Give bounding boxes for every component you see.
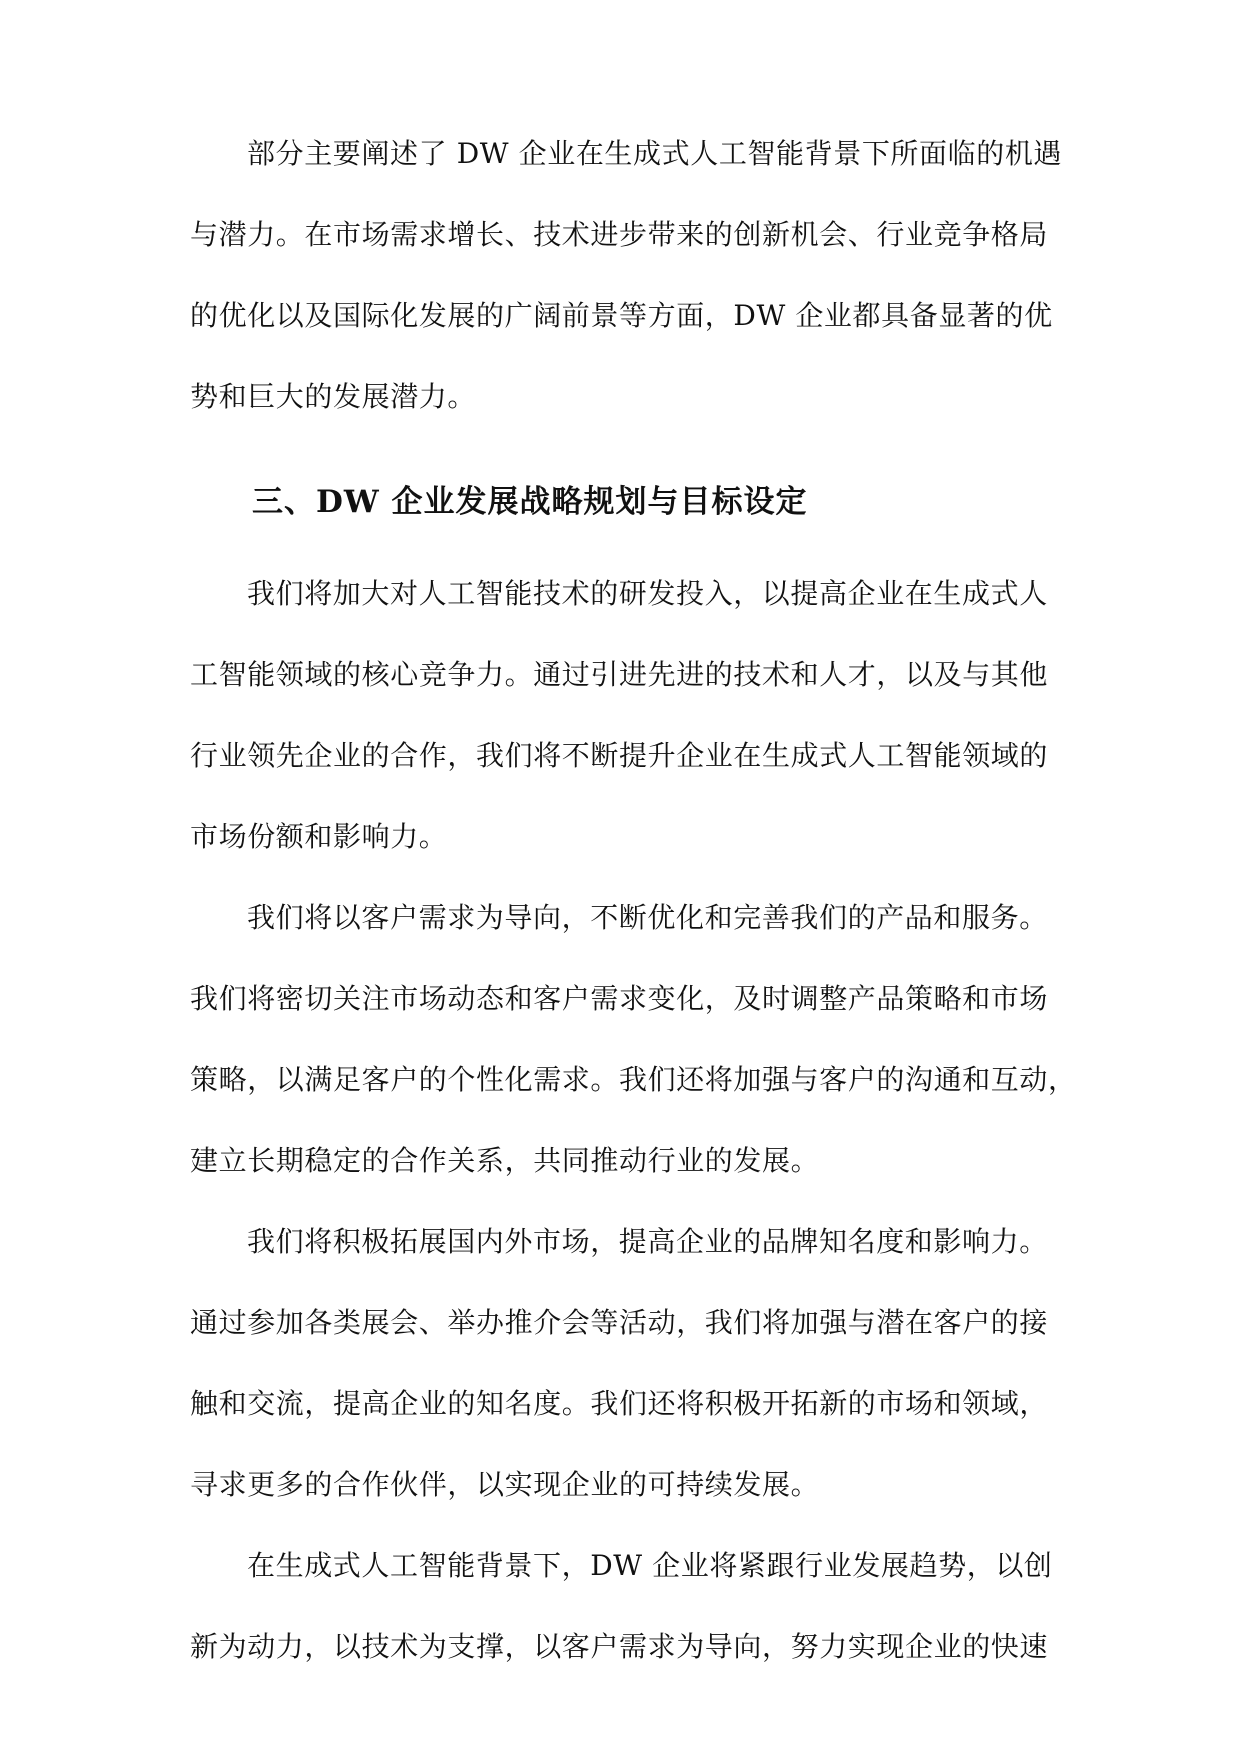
paragraph-1 — [190, 553, 1070, 877]
text-line: 行业领先企业的合作，我们将不断提升企业在生成式人工智能领域的 — [190, 739, 1049, 772]
text-line: 我们将加大对人工智能技术的研发投入，以提高企业在生成式人 — [247, 577, 1048, 610]
paragraph-2 — [190, 877, 1077, 1201]
text-line: 工智能领域的核心竞争力。通过引进先进的技术和人才，以及与其他 — [190, 658, 1049, 691]
text-line: 触和交流，提高企业的知名度。我们还将积极开拓新的市场和领域， — [190, 1387, 1049, 1420]
paragraph-intro — [190, 113, 1070, 437]
text-line: 与潜力。在市场需求增长、技术进步带来的创新机会、行业竞争格局 — [190, 218, 1049, 251]
paragraph-4 — [190, 1525, 1070, 1687]
text-line: 的优化以及国际化发展的广阔前景等方面，DW 企业都具备显著的优 — [190, 299, 1053, 332]
text-line: 部分主要阐述了 DW 企业在生成式人工智能背景下所面临的机遇 — [247, 137, 1063, 170]
text-line: 通过参加各类展会、举办推介会等活动，我们将加强与潜在客户的接 — [190, 1306, 1049, 1339]
paragraph-3 — [190, 1201, 1070, 1525]
text-line: 策略，以满足客户的个性化需求。我们还将加强与客户的沟通和互动， — [190, 1063, 1077, 1096]
section-heading: 三、DW 企业发展战略规划与目标设定 — [252, 484, 808, 520]
text-line: 我们将积极拓展国内外市场，提高企业的品牌知名度和影响力。 — [247, 1225, 1048, 1258]
text-line: 在生成式人工智能背景下，DW 企业将紧跟行业发展趋势，以创 — [247, 1549, 1053, 1582]
text-line: 新为动力，以技术为支撑，以客户需求为导向，努力实现企业的快速 — [190, 1630, 1049, 1663]
text-line: 建立长期稳定的合作关系，共同推动行业的发展。 — [190, 1144, 820, 1177]
text-line: 市场份额和影响力。 — [190, 820, 448, 853]
text-line: 我们将密切关注市场动态和客户需求变化，及时调整产品策略和市场 — [190, 982, 1049, 1015]
text-line: 我们将以客户需求为导向，不断优化和完善我们的产品和服务。 — [247, 901, 1048, 934]
text-line: 寻求更多的合作伙伴，以实现企业的可持续发展。 — [190, 1468, 820, 1501]
text-line: 势和巨大的发展潜力。 — [190, 380, 477, 413]
